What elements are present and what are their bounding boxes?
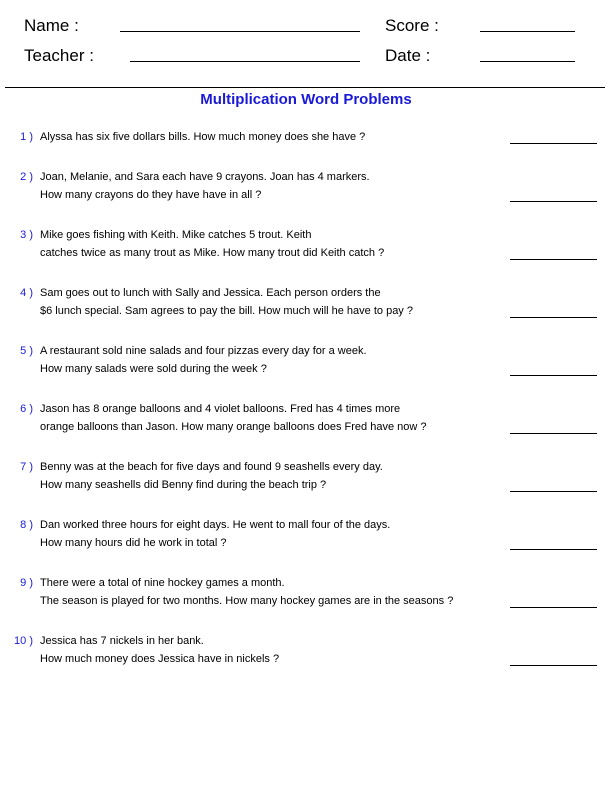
- answer-line[interactable]: [510, 491, 597, 492]
- problem-item: [0, 519, 612, 559]
- problem-text-line: How many hours did he work in total ?: [40, 537, 227, 549]
- answer-line[interactable]: [510, 433, 597, 434]
- problem-text-line: Dan worked three hours for eight days. He went to mall four of the days.: [40, 519, 391, 531]
- problem-text-line: How many crayons do they have have in all ?: [40, 189, 262, 201]
- worksheet-title: Multiplication Word Problems: [200, 91, 412, 108]
- answer-line[interactable]: [510, 143, 597, 144]
- problem-number: 9 ): [20, 577, 33, 589]
- answer-line[interactable]: [510, 549, 597, 550]
- problem-text-line: Joan, Melanie, and Sara each have 9 crayons. Joan has 4 markers.: [40, 171, 370, 183]
- problem-text-line: Benny was at the beach for five days and found 9 seashells every day.: [40, 461, 383, 473]
- answer-line[interactable]: [510, 201, 597, 202]
- problem-text-line: Jason has 8 orange balloons and 4 violet balloons. Fred has 4 times more: [40, 403, 401, 415]
- problem-text-line: There were a total of nine hockey games a month.: [40, 577, 285, 589]
- problem-text-line: How many seashells did Benny find during the beach trip ?: [40, 479, 327, 491]
- answer-line[interactable]: [510, 375, 597, 376]
- problem-number: 6 ): [20, 403, 33, 415]
- problem-item: [0, 403, 612, 443]
- answer-line[interactable]: [510, 607, 597, 608]
- problem-item: [0, 287, 612, 327]
- problem-item: [0, 345, 612, 385]
- problem-text-line: Alyssa has six five dollars bills. How much money does she have ?: [40, 131, 366, 143]
- problem-text-line: How much money does Jessica have in nickels ?: [40, 653, 280, 665]
- answer-line[interactable]: [510, 665, 597, 666]
- teacher-field-line[interactable]: [130, 61, 360, 62]
- problem-number: 8 ): [20, 519, 33, 531]
- problem-number: 2 ): [20, 171, 33, 183]
- score-field-line[interactable]: [480, 31, 575, 32]
- problem-text-line: A restaurant sold nine salads and four pizzas every day for a week.: [40, 345, 367, 357]
- answer-line[interactable]: [510, 317, 597, 318]
- problem-number: 4 ): [20, 287, 33, 299]
- problem-text-line: orange balloons than Jason. How many orange balloons does Fred have now ?: [40, 421, 427, 433]
- problem-item: [0, 229, 612, 269]
- problem-text-line: $6 lunch special. Sam agrees to pay the bill. How much will he have to pay ?: [40, 305, 413, 317]
- header-divider: [5, 87, 605, 88]
- problem-text-line: Sam goes out to lunch with Sally and Jessica. Each person orders the: [40, 287, 381, 299]
- problem-text-line: catches twice as many trout as Mike. How many trout did Keith catch ?: [40, 247, 385, 259]
- problem-text-line: Mike goes fishing with Keith. Mike catches 5 trout. Keith: [40, 229, 312, 241]
- date-label: Date :: [385, 46, 431, 65]
- problem-number: 3 ): [20, 229, 33, 241]
- problem-item: [0, 461, 612, 501]
- problem-number: 5 ): [20, 345, 33, 357]
- problem-number: 7 ): [20, 461, 33, 473]
- problem-text-line: How many salads were sold during the week ?: [40, 363, 267, 375]
- problem-item: [0, 577, 612, 617]
- problem-number: 1 ): [20, 131, 33, 143]
- answer-line[interactable]: [510, 259, 597, 260]
- problem-item: [0, 131, 612, 171]
- problem-item: [0, 635, 612, 675]
- problem-text-line: The season is played for two months. How many hockey games are in the seasons ?: [40, 595, 454, 607]
- score-label: Score :: [385, 16, 439, 35]
- name-label: Name :: [24, 16, 79, 35]
- date-field-line[interactable]: [480, 61, 575, 62]
- problem-item: [0, 171, 612, 211]
- problem-number: 10 ): [14, 635, 33, 647]
- name-field-line[interactable]: [120, 31, 360, 32]
- problem-text-line: Jessica has 7 nickels in her bank.: [40, 635, 204, 647]
- teacher-label: Teacher :: [24, 46, 94, 65]
